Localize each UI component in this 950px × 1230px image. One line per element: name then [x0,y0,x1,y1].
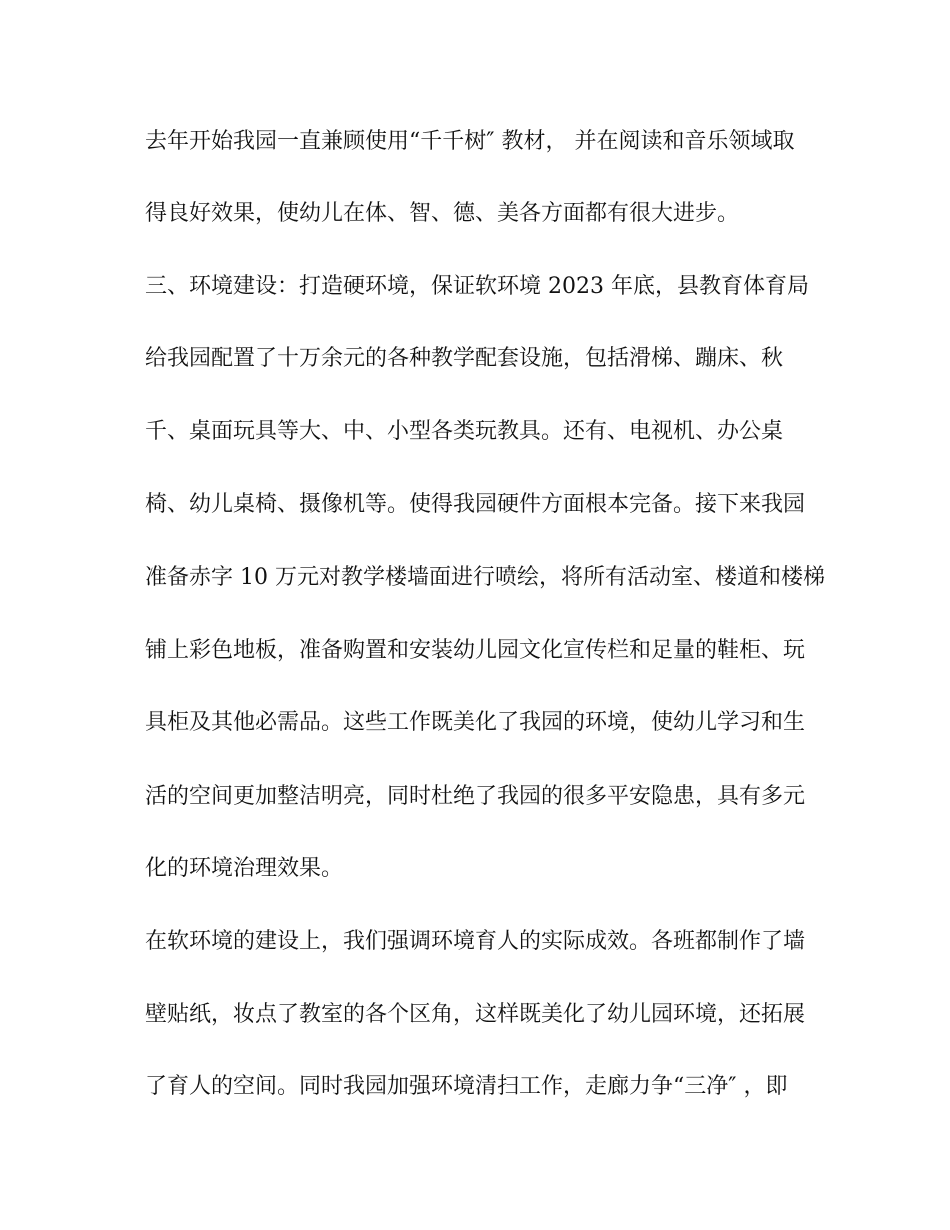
text-line-7: 准备赤字 10 万元对教学楼墙面进行喷绘，将所有活动室、楼道和楼梯 [145,565,825,590]
text-line-8: 铺上彩色地板，准备购置和安装幼儿园文化宣传栏和足量的鞋柜、玩 [145,638,806,663]
text-line-4: 给我园配置了十万余元的各种教学配套设施，包括滑梯、蹦床、秋 [145,346,784,371]
text-line-9: 具柜及其他必需品。这些工作既美化了我园的环境，使幼儿学习和生 [145,710,806,735]
text-line-13: 壁贴纸，妆点了教室的各个区角，这样既美化了幼儿园环境，还拓展 [145,1002,806,1027]
text-line-5: 千、桌面玩具等大、中、小型各类玩教具。还有、电视机、办公桌 [145,419,784,444]
text-line-2: 得良好效果，使幼儿在体、智、德、美各方面都有很大进步。 [145,201,740,226]
text-line-3: 三、环境建设：打造硬环境，保证软环境 2023 年底，县教育体育局 [145,274,809,299]
text-line-6: 椅、幼儿桌椅、摄像机等。使得我园硬件方面根本完备。接下来我园 [145,492,806,517]
text-line-12: 在软环境的建设上，我们强调环境育人的实际成效。各班都制作了墙 [145,929,806,954]
text-line-10: 活的空间更加整洁明亮，同时杜绝了我园的很多平安隐患，具有多元 [145,784,806,809]
text-line-11: 化的环境治理效果。 [145,856,344,881]
text-line-14: 了育人的空间。同时我园加强环境清扫工作，走廊力争“三净″ ，即 [145,1074,788,1099]
text-line-1: 去年开始我园一直兼顾使用“千千树″ 教材， 并在阅读和音乐领域取 [145,129,795,154]
